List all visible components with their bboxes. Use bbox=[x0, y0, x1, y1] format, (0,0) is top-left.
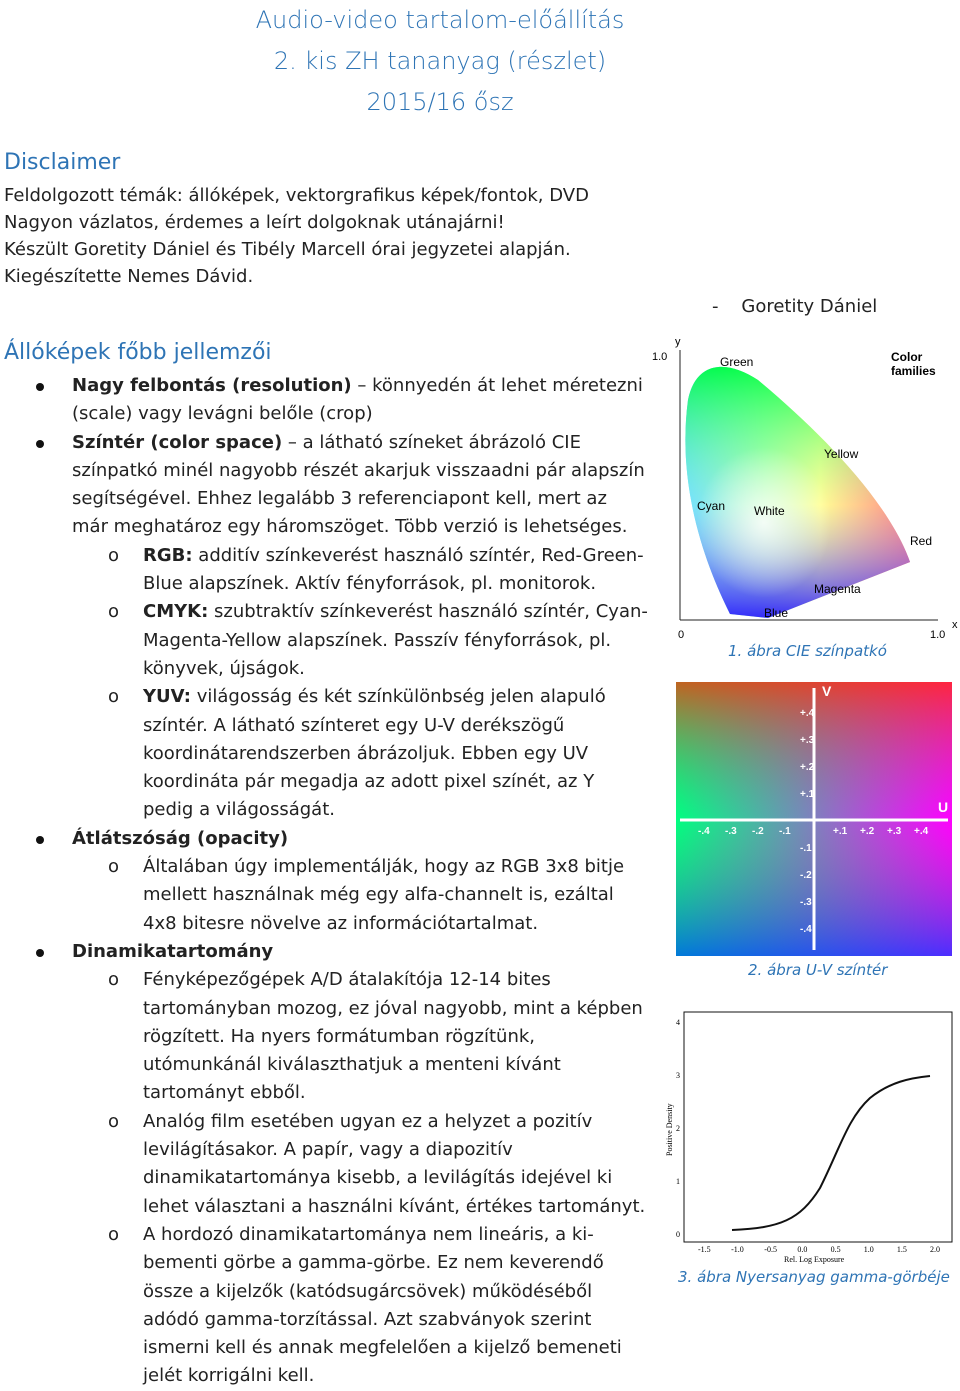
disclaimer-line: Feldolgozott témák: állóképek, vektorgrafikus képek/fontok, DVD bbox=[4, 185, 589, 206]
label-magenta: Magenta bbox=[814, 582, 861, 596]
white-point-glow bbox=[685, 367, 910, 618]
y-tick-label: 2 bbox=[676, 1124, 680, 1133]
x-tick-label: 1.0 bbox=[863, 1245, 874, 1254]
bullet-icon bbox=[36, 949, 44, 957]
uv-plane bbox=[676, 682, 952, 956]
y-tick-label: 3 bbox=[676, 1071, 680, 1080]
u-tick-label: -.3 bbox=[725, 826, 737, 837]
bullet-icon bbox=[36, 836, 44, 844]
y-tick-label: 1 bbox=[676, 1177, 680, 1186]
title-line-3: 2015/16 ősz bbox=[366, 88, 514, 116]
bullet-icon bbox=[36, 383, 44, 391]
disclaimer-line: Nagyon vázlatos, érdemes a leírt dolgoknak utánajárni! bbox=[4, 212, 505, 233]
y-tick-label: 4 bbox=[676, 1018, 680, 1027]
x-tick-label: -1.5 bbox=[698, 1245, 711, 1254]
u-label: U bbox=[938, 799, 949, 815]
sub-list-item: o Analóg film esetében ugyan ez a helyzet a pozitív levilágításakor. A papír, vagy a diapozitív dinamikatartománya kisebb, a levilágítás idejével ki lehet választani a használni kívánt, értékes tartományt. bbox=[36, 1108, 648, 1221]
u-tick-label: +.3 bbox=[887, 826, 902, 837]
list-item: Színtér (color space) – a látható színeket ábrázoló CIE színpatkó minél nagyobb részét akarjuk visszaadni pár alapszín segítségével. Ehhez legalább 3 referenciapont kell, mert az már meghatároz egy háromszöget. Több verzió is lehetséges. bbox=[36, 429, 648, 542]
y-axis-label: y bbox=[675, 336, 681, 348]
u-tick-label: -.1 bbox=[779, 826, 791, 837]
title-line-1: Audio-video tartalom-előállítás bbox=[255, 6, 625, 34]
u-tick-label: +.4 bbox=[914, 826, 929, 837]
section-heading: Állóképek főbb jellemzői bbox=[4, 340, 272, 365]
disclaimer-body bbox=[4, 182, 644, 290]
figure2-caption: 2. ábra U-V színtér bbox=[748, 961, 888, 979]
label-yellow: Yellow bbox=[824, 447, 859, 461]
label-cyan: Cyan bbox=[697, 499, 726, 513]
figure3-caption: 3. ábra Nyersanyag gamma-görbéje bbox=[678, 1268, 950, 1286]
x-tick-label: 0.5 bbox=[830, 1245, 841, 1254]
x-tick-label: 2.0 bbox=[930, 1245, 940, 1254]
sub-list-item: o RGB: additív színkeverést használó színtér, Red-Green-Blue alapszínek. Aktív fényforrások, pl. monitorok. bbox=[36, 542, 648, 599]
list-item: Átlátszóság (opacity) bbox=[36, 825, 648, 853]
x-max-label: 1.0 bbox=[930, 629, 946, 641]
author-signature: - Goretity Dániel bbox=[712, 296, 878, 317]
label-red: Red bbox=[910, 534, 933, 548]
circle-bullet-icon: o bbox=[108, 1223, 120, 1245]
sub-list-item: o Általában úgy implementálják, hogy az RGB 3x8 bitje mellett használnak még egy alfa-channelt is, ezáltal 4x8 bitesre növelve az információtartalmat. bbox=[36, 853, 648, 938]
gamma-chart bbox=[660, 1008, 956, 1268]
label-white: White bbox=[754, 504, 785, 518]
v-tick-label: +.1 bbox=[800, 789, 815, 800]
x-tick-label: 1.5 bbox=[896, 1245, 907, 1254]
circle-bullet-icon: o bbox=[108, 601, 120, 623]
circle-bullet-icon: o bbox=[108, 544, 120, 566]
disclaimer-line: Kiegészítette Nemes Dávid. bbox=[4, 266, 254, 287]
x-tick-label: -1.0 bbox=[731, 1245, 744, 1254]
circle-bullet-icon: o bbox=[108, 686, 120, 708]
label-green: Green bbox=[720, 355, 754, 369]
u-tick-label: +.1 bbox=[833, 826, 848, 837]
label-blue: Blue bbox=[764, 606, 789, 620]
feature-list bbox=[36, 372, 648, 1391]
y-ticks bbox=[676, 1018, 680, 1239]
plot-frame bbox=[684, 1012, 952, 1242]
x-axis-title: Rel. Log Exposure bbox=[784, 1255, 845, 1264]
sub-list-item: o CMYK: szubtraktív színkeverést használó színtér, Cyan-Magenta-Yellow alapszínek. Passzív fényforrások, pl. könyvek, újságok. bbox=[36, 598, 648, 683]
circle-bullet-icon: o bbox=[108, 1110, 120, 1132]
u-tick-label: -.2 bbox=[752, 826, 764, 837]
x-ticks bbox=[698, 1245, 940, 1254]
sub-list-item: o Fényképezőgépek A/D átalakítója 12-14 bites tartományban mozog, ez jóval nagyobb, mint a képben rögzített. Ha nyers formátumban rögzítünk, utómunkánál kiválaszthatjuk a menteni kívánt tartományt ebből. bbox=[36, 966, 648, 1107]
document-title bbox=[0, 0, 880, 123]
title-line-2: 2. kis ZH tananyag (részlet) bbox=[273, 47, 607, 75]
sub-list-item: o A hordozó dinamikatartománya nem lineáris, a ki-bementi görbe a gamma-görbe. Ez nem keverendő össze a kijelzők (katódsugárcsövek) működéséből adódó gamma-torzítással. Azt szabványok szerint ismerni kell és annak megfelelően a kijelző bemeneti jelét korrigálni kell. bbox=[36, 1221, 648, 1391]
y-max-label: 1.0 bbox=[652, 351, 668, 363]
bullet-icon bbox=[36, 440, 44, 448]
v-tick-label: +.3 bbox=[800, 735, 815, 746]
v-tick-label: -.4 bbox=[800, 924, 812, 935]
list-item: Nagy felbontás (resolution) – könnyedén át lehet méretezni (scale) vagy levágni belőle (crop) bbox=[36, 372, 648, 429]
u-tick-label: -.4 bbox=[698, 826, 710, 837]
label-color-families-1: Color bbox=[891, 350, 923, 364]
cie-diagram bbox=[648, 330, 960, 642]
v-tick-label: -.2 bbox=[800, 870, 812, 881]
disclaimer-line: Készült Goretity Dániel és Tibély Marcell órai jegyzetei alapján. bbox=[4, 239, 571, 260]
v-tick-label: +.4 bbox=[800, 708, 815, 719]
v-tick-label: -.1 bbox=[800, 843, 812, 854]
y-axis-title: Positive Density bbox=[665, 1103, 674, 1156]
v-tick-label: +.2 bbox=[800, 762, 815, 773]
figure1-caption: 1. ábra CIE színpatkó bbox=[728, 642, 887, 660]
disclaimer-heading: Disclaimer bbox=[4, 150, 121, 175]
x-tick-label: -0.5 bbox=[764, 1245, 777, 1254]
x-axis-label: x bbox=[952, 619, 958, 631]
x-tick-label: 0.0 bbox=[797, 1245, 808, 1254]
list-item: Dinamikatartomány bbox=[36, 938, 648, 966]
v-tick-label: -.3 bbox=[800, 897, 812, 908]
v-label: V bbox=[822, 683, 832, 699]
circle-bullet-icon: o bbox=[108, 856, 120, 878]
y-tick-label: 0 bbox=[676, 1230, 680, 1239]
circle-bullet-icon: o bbox=[108, 969, 120, 991]
label-color-families-2: families bbox=[891, 364, 936, 378]
origin-label: 0 bbox=[678, 629, 685, 641]
u-tick-label: +.2 bbox=[860, 826, 875, 837]
sub-list-item: o YUV: világosság és két színkülönbség jelen alapuló színtér. A látható színteret egy U-V derékszögű koordinátarendszerben ábrázoljuk. Ebben egy UV koordináta pár megadja az adott pixel színét, az Y pedig a világosságát. bbox=[36, 683, 648, 824]
